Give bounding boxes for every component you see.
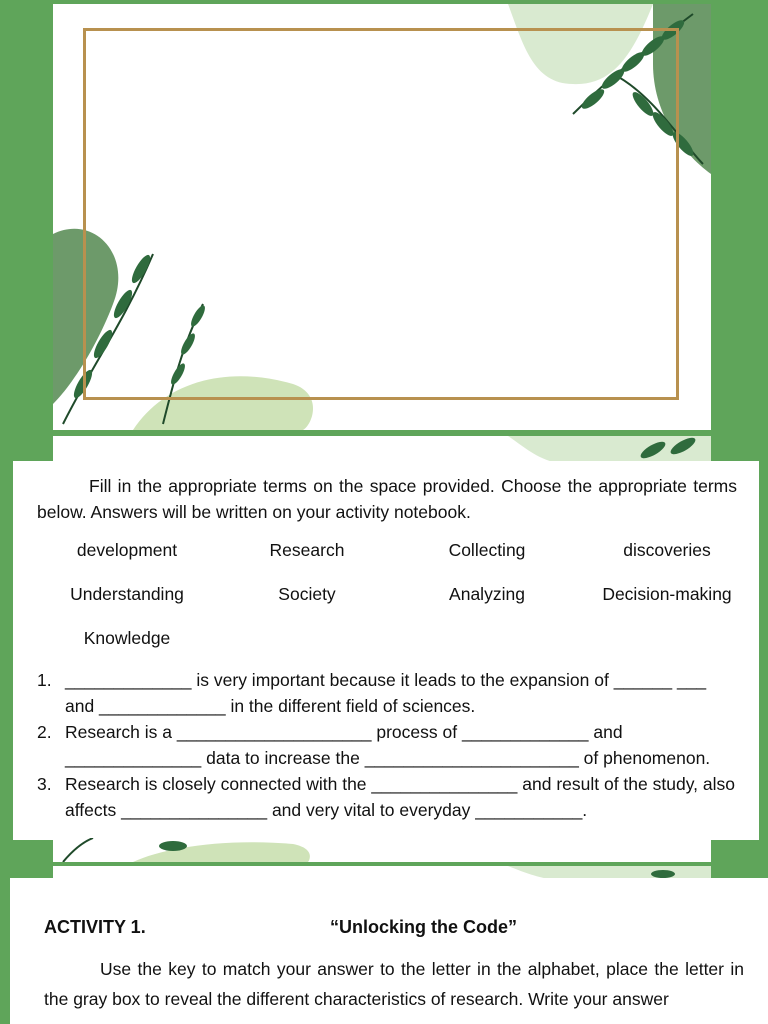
question-number: 2. (37, 722, 52, 742)
question-text: Research is closely connected with the _______________ and result of the study, also affects _______________ and very vital to everyday ___________. (65, 774, 735, 820)
question-item (37, 771, 737, 823)
question-list (37, 667, 737, 823)
question-item (37, 667, 737, 719)
term-item: Collecting (448, 540, 526, 560)
question-text: Research is a ____________________ process of _____________ and ______________ data to increase the ______________________ of phenomenon. (65, 722, 711, 768)
instructions-text: Fill in the appropriate terms on the space provided. Choose the appropriate terms below. Answers will be written on your activity notebook. (37, 476, 737, 522)
question-number: 3. (37, 774, 52, 794)
question-text: _____________ is very important because it leads to the expansion of ______ ___ and _____________ in the different field of sciences. (65, 670, 707, 716)
term-item: development (76, 540, 178, 560)
term-item: Decision-making (602, 584, 732, 604)
term-item: Research (269, 540, 345, 560)
term-item: Knowledge (83, 628, 171, 648)
activity-title: “Unlocking the Code” (330, 917, 518, 937)
question-number: 1. (37, 670, 52, 690)
term-item: Understanding (70, 584, 184, 604)
activity-label: ACTIVITY 1. (44, 917, 146, 937)
slide-background (53, 4, 711, 430)
leaf-decoration (53, 838, 711, 862)
worksheet-card (13, 461, 759, 840)
activity-instructions: Use the key to match your answer to the letter in the alphabet, place the letter in the gray box to reveal the different characteristics of research. Write your answer (44, 959, 744, 1009)
term-item: Society (278, 584, 336, 604)
term-item: Analyzing (449, 584, 525, 604)
terms-list (37, 537, 737, 651)
term-item: discoveries (623, 540, 711, 560)
question-item (37, 719, 737, 771)
slide-background-strip (53, 838, 711, 862)
activity-card (10, 878, 768, 1024)
leaf-decoration (53, 436, 711, 462)
slide-background-strip (53, 436, 711, 462)
slide-frame (83, 28, 679, 400)
activity-header (44, 912, 744, 942)
